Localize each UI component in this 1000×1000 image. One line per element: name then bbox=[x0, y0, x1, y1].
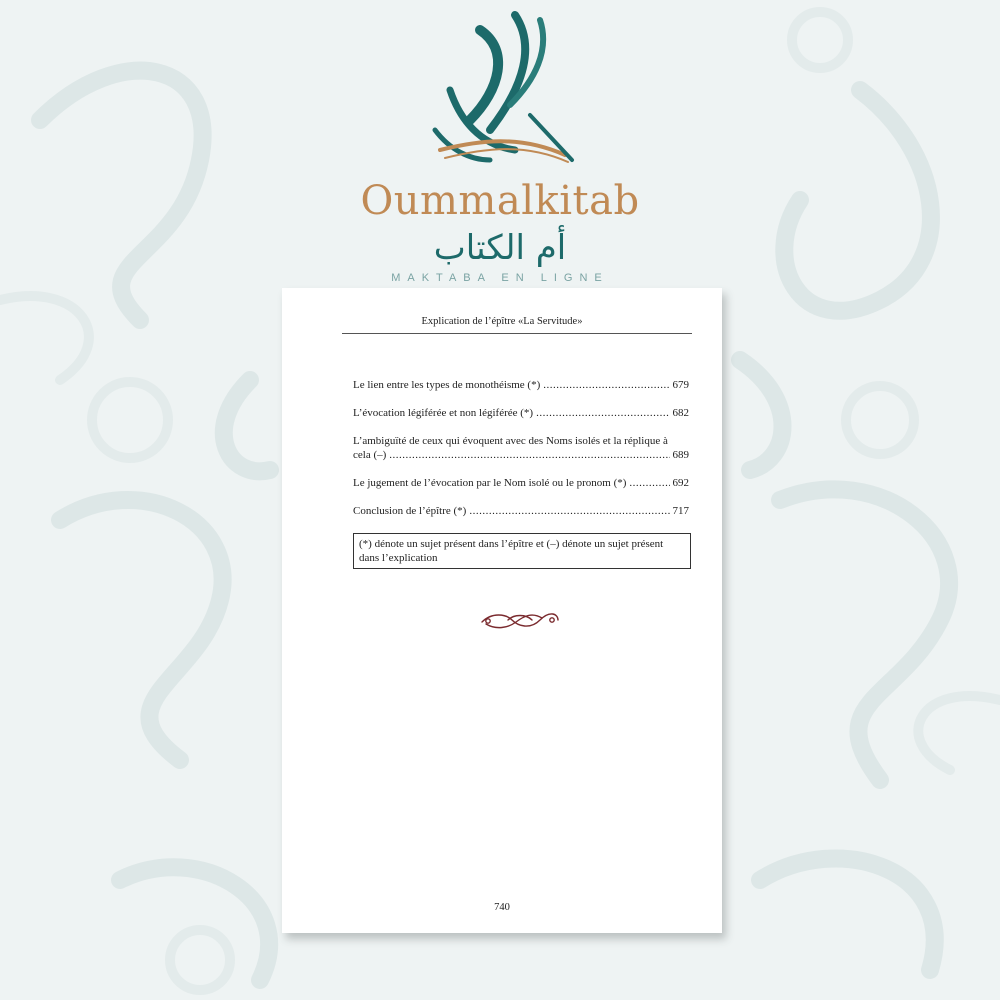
brand-name-arabic: أم الكتاب bbox=[433, 228, 567, 268]
toc-leader-dots bbox=[389, 448, 669, 462]
header-rule bbox=[342, 333, 692, 334]
table-of-contents bbox=[353, 378, 689, 532]
toc-entry-page: 679 bbox=[672, 379, 689, 391]
toc-entry bbox=[353, 504, 689, 518]
toc-entry-title: cela (–) bbox=[353, 449, 387, 461]
toc-entry-page: 692 bbox=[672, 477, 689, 489]
toc-entry-page: 689 bbox=[672, 449, 689, 461]
toc-entry-page: 682 bbox=[672, 407, 689, 419]
flourish-ornament-icon bbox=[478, 608, 562, 632]
brand-tagline: MAKTABA EN LIGNE bbox=[391, 272, 609, 284]
toc-entry-page: 717 bbox=[672, 505, 689, 517]
legend-note-box: (*) dénote un sujet présent dans l’épître et (–) dénote un sujet présent dans l’explication bbox=[353, 533, 691, 569]
toc-leader-dots bbox=[469, 504, 669, 518]
toc-entry-title: Le lien entre les types de monothéisme (*) bbox=[353, 379, 541, 391]
toc-leader-dots bbox=[543, 378, 669, 392]
toc-leader-dots bbox=[629, 476, 669, 490]
toc-entry bbox=[353, 378, 689, 392]
brand-name-latin: Oummalkitab bbox=[360, 178, 640, 224]
calligraphy-book-icon bbox=[340, 10, 660, 180]
toc-entry bbox=[353, 476, 689, 490]
page-number: 740 bbox=[494, 902, 510, 913]
running-head: Explication de l’épître «La Servitude» bbox=[421, 316, 583, 327]
toc-entry-title: Le jugement de l’évocation par le Nom isolé ou le pronom (*) bbox=[353, 477, 627, 489]
toc-entry bbox=[353, 434, 689, 462]
toc-leader-dots bbox=[536, 406, 669, 420]
toc-entry bbox=[353, 406, 689, 420]
brand-logo bbox=[340, 10, 660, 284]
toc-entry-title-line1: L’ambiguïté de ceux qui évoquent avec des Noms isolés et la réplique à bbox=[353, 435, 668, 447]
toc-entry-title: Conclusion de l’épître (*) bbox=[353, 505, 467, 517]
book-page bbox=[282, 288, 722, 933]
toc-entry-title: L’évocation légiférée et non légiférée (*) bbox=[353, 407, 534, 419]
